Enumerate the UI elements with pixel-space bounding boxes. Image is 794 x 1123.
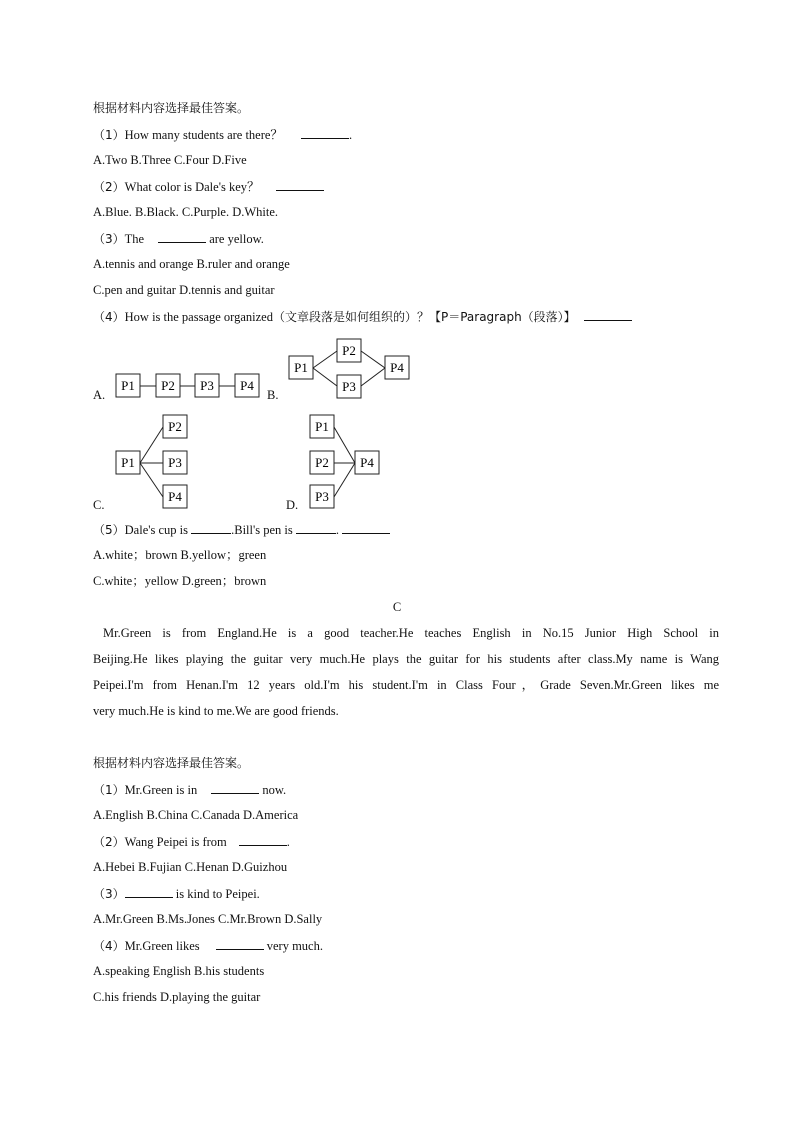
question-text: .Bill's pen is	[231, 523, 293, 537]
answer-blank[interactable]	[342, 521, 390, 534]
question-number: （1）	[93, 128, 125, 142]
p4-label: P4	[390, 360, 404, 375]
p1-label: P1	[315, 419, 329, 434]
p3-label: P3	[342, 379, 356, 394]
diagram-c	[116, 415, 187, 508]
option-d-label: D.	[286, 498, 299, 512]
instruction-b: 根据材料内容选择最佳答案。	[93, 101, 250, 115]
question-1-options: A.Two B.Three C.Four D.Five	[93, 153, 247, 167]
p1-label: P1	[121, 378, 135, 393]
question-5	[93, 521, 390, 538]
question-c3	[93, 885, 260, 902]
p1-label: P1	[294, 360, 308, 375]
question-text-cn: （文章段落是如何组织的）？【P＝Paragraph（段落）】	[272, 310, 576, 324]
question-text: How many students are there？	[124, 128, 283, 142]
p3-label: P3	[315, 489, 329, 504]
question-2-options: A.Blue. B.Black. C.Purple. D.White.	[93, 205, 279, 219]
p4-label: P4	[168, 489, 182, 504]
answer-blank[interactable]	[191, 521, 231, 534]
question-text-end: now.	[262, 783, 287, 797]
question-c1	[93, 781, 286, 798]
p2-label: P2	[161, 378, 175, 393]
question-text: Wang Peipei is from	[124, 835, 227, 849]
question-text: Dale's cup is	[124, 523, 188, 537]
question-5-options-2: C.white；yellow D.green；brown	[93, 574, 267, 588]
p2-label: P2	[315, 455, 329, 470]
option-a-label: A.	[93, 388, 106, 402]
question-c2	[93, 833, 290, 850]
reading-passage	[93, 620, 719, 724]
answer-blank[interactable]	[296, 521, 336, 534]
question-number: （4）	[93, 310, 125, 324]
question-5-options-1: A.white；brown B.yellow；green	[93, 548, 267, 562]
question-text: .	[335, 523, 340, 537]
passage-line: Beijing.He likes playing the guitar very much.He plays the guitar for his students after class.My name is Wang	[93, 652, 719, 666]
question-number: （2）	[93, 835, 125, 849]
question-number: （3）	[93, 887, 125, 901]
question-3-options-1: A.tennis and orange B.ruler and orange	[93, 257, 290, 271]
answer-blank[interactable]	[216, 937, 264, 950]
question-end: .	[348, 128, 353, 142]
question-text: What color is Dale's key？	[124, 180, 260, 194]
question-c2-options: A.Hebei B.Fujian C.Henan D.Guizhou	[93, 860, 288, 874]
p2-label: P2	[168, 419, 182, 434]
question-number: （1）	[93, 783, 125, 797]
instruction-c: 根据材料内容选择最佳答案。	[93, 756, 250, 770]
question-text: The	[124, 232, 145, 246]
p2-label: P2	[342, 343, 356, 358]
question-3-options-2: C.pen and guitar D.tennis and guitar	[93, 283, 275, 297]
question-text-end: very much.	[266, 939, 323, 953]
section-heading: C	[392, 600, 402, 614]
option-c-label: C.	[93, 498, 105, 512]
answer-blank[interactable]	[211, 781, 259, 794]
passage-line: Peipei.I'm from Henan.I'm 12 years old.I'm his student.I'm in Class Four，Grade Seven.Mr.Green likes me	[93, 678, 719, 692]
passage-line: very much.He is kind to me.We are good friends.	[93, 704, 339, 718]
question-number: （5）	[93, 523, 125, 537]
option-b-label: B.	[267, 388, 279, 402]
diagram-a	[116, 374, 259, 397]
question-text: Mr.Green likes	[124, 939, 200, 953]
p4-label: P4	[240, 378, 254, 393]
p4-label: P4	[360, 455, 374, 470]
question-c3-options: A.Mr.Green B.Ms.Jones C.Mr.Brown D.Sally	[93, 912, 323, 926]
p3-label: P3	[200, 378, 214, 393]
diagram-d	[310, 415, 379, 508]
question-c4-options-1: A.speaking English B.his students	[93, 964, 265, 978]
answer-blank[interactable]	[239, 833, 287, 846]
p1-label: P1	[121, 455, 135, 470]
p3-label: P3	[168, 455, 182, 470]
organization-diagrams	[0, 0, 794, 530]
passage-line: Mr.Green is from England.He is a good teacher.He teaches English in No.15 Junior High School in	[103, 626, 719, 640]
question-text-end: is kind to Peipei.	[175, 887, 260, 901]
diagram-b	[289, 339, 409, 398]
question-c4	[93, 937, 323, 954]
question-c4-options-2: C.his friends D.playing the guitar	[93, 990, 261, 1004]
question-text: Mr.Green is in	[124, 783, 198, 797]
question-text-end: .	[286, 835, 290, 849]
question-number: （4）	[93, 939, 125, 953]
question-c1-options: A.English B.China C.Canada D.America	[93, 808, 299, 822]
question-text: How is the passage organized	[124, 310, 273, 324]
answer-blank[interactable]	[125, 885, 173, 898]
question-text-end: are yellow.	[209, 232, 264, 246]
question-number: （2）	[93, 180, 125, 194]
question-number: （3）	[93, 232, 125, 246]
